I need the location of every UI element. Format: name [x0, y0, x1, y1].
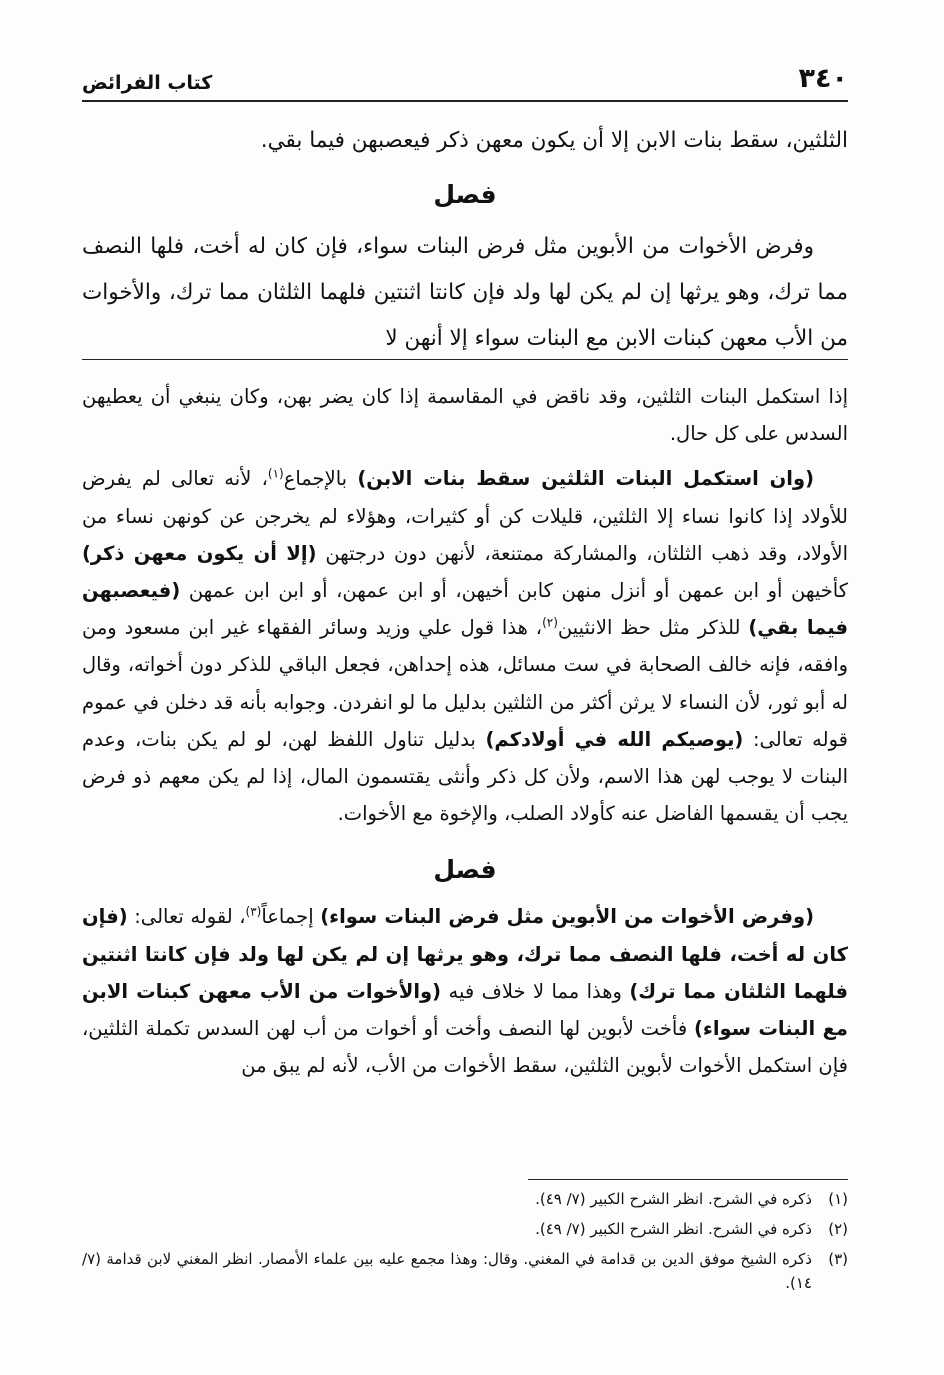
footnote-text: ذكره في الشرح. انظر الشرح الكبير (٧/ ٤٩).: [535, 1190, 812, 1208]
text-run: كأخيهن أو ابن عمهن أو أنزل منهن كابن أخيهن، أو ابن عمهن، أو ابن ابن عمهن: [180, 579, 848, 603]
matn-paragraph: وفرض الأخوات من الأبوين مثل فرض البنات سواء، فإن كان له أخت، فلها النصف مما ترك، وهو يرثها إن لم يكن لها ولد فإن كانتا اثنتين فلهما الثلثان مما ترك، والأخوات من الأب معهن كبنات الابن مع البنات سواء إلا أنهن لا: [82, 234, 848, 351]
text-run: ، هذا قول علي وزيد وسائر الفقهاء غير ابن مسعود ومن وافقه، فإنه خالف الصحابة في ست مسائل، هذه إحداهن، فجعل الباقي للذكر دون أخواته، وقال له أبو ثور، لأن النساء لا يرثن أكثر من الثلثين بدليل ما لو انفردن. وجوابه بأنه قد دخلن في عموم قوله تعالى:: [82, 616, 848, 751]
sharh-paragraph-1: إذا استكمل البنات الثلثين، وقد ناقض في المقاسمة إذا كان يضر بهن، وكان ينبغي أن يعطيهن السدس على كل حال.: [82, 385, 848, 446]
footnotes: [82, 1187, 848, 1301]
footnote: [82, 1247, 848, 1295]
footnote-divider: [528, 1179, 848, 1180]
text-run: ، لقوله تعالى:: [127, 905, 246, 929]
text-run: فأخت لأبوين لها النصف وأخت أو أخوات من أب لهن السدس تكملة الثلثين، فإن استكمل الأخوات لأبوين الثلثين، سقط الأخوات من الأب، لأنه لم يبق من: [82, 1017, 848, 1078]
quran-quote: (فإن كان له أخت، فلها النصف مما ترك، وهو يرثها إن لم يكن لها ولد فإن كانتا اثنتين فلهما الثلثان مما ترك): [82, 905, 849, 1003]
running-header: [82, 58, 848, 102]
quoted-matn: (إلا أن يكون معهن ذكر): [82, 541, 317, 565]
footnote-number: (٣): [828, 1250, 848, 1268]
quran-quote: (يوصيكم الله في أولادكم): [485, 727, 744, 751]
quoted-matn: (وفرض الأخوات من الأبوين مثل فرض البنات سواء): [320, 905, 814, 929]
footnote-number: (١): [828, 1190, 848, 1208]
quoted-matn: (وان استكمل البنات الثلثين سقط بنات الابن): [357, 467, 815, 491]
text-run: ، لأنه تعالى لم يفرض للأولاد إذا كانوا نساء إلا الثلثين، قليلات كن أو كثيرات، وهؤلاء لم يخرجن عن كونهن نساء من الأولاد، وقد ذهب الثلثان، والمشاركة ممتنعة، لأنهن دون درجتهن: [82, 467, 848, 565]
footnote: [82, 1217, 848, 1241]
text-run: وهذا مما لا خلاف فيه: [441, 979, 630, 1003]
footnote-ref[interactable]: (١): [267, 466, 284, 481]
section-heading: فصل: [433, 180, 497, 209]
footnote-ref[interactable]: (٣): [245, 904, 262, 919]
text-run: إجماعاً: [261, 905, 321, 929]
text-run: بدليل تناول اللفظ لهن، لو لم يكن بنات، وعدم البنات لا يوجب لهن هذا الاسم، ولأن كل ذكر وأنثى يقتسمون المال، إذا لم يكن معهم ذو فرض يجب أن يقسمها الفاضل عنه كأولاد الصلب، والإخوة مع الأخوات.: [82, 727, 848, 826]
sharh-paragraph-2: [82, 460, 848, 832]
matn-line: الثلثين، سقط بنات الابن إلا أن يكون معهن ذكر فيعصبهن فيما بقي.: [260, 128, 848, 153]
quoted-matn: (والأخوات من الأب معهن كبنات الابن مع البنات سواء): [82, 979, 848, 1041]
section-heading: فصل: [433, 855, 497, 885]
text-run: للذكر مثل حظ الانثيين: [557, 616, 749, 640]
footnote-ref[interactable]: (٢): [542, 615, 558, 630]
footnote: [82, 1187, 848, 1211]
text-run: بالإجماع: [283, 467, 358, 491]
book-title: كتاب الفرائض: [82, 72, 213, 94]
sharh-text: [82, 378, 848, 1092]
page-number: ٣٤٠: [798, 63, 848, 94]
sharh-paragraph-3: [82, 898, 848, 1084]
matn-text: [82, 118, 848, 362]
matn-divider: [82, 359, 848, 360]
footnote-number: (٢): [828, 1220, 848, 1238]
footnote-text: ذكره في الشرح. انظر الشرح الكبير (٧/ ٤٩).: [535, 1220, 812, 1238]
footnote-text: ذكره الشيخ موفق الدين بن قدامة في المغني. وقال: وهذا مجمع عليه بين علماء الأمصار. انظر المغني لابن قدامة (٧/ ١٤).: [82, 1250, 812, 1292]
quoted-matn: (فيعصبهن فيما بقي): [82, 579, 848, 640]
